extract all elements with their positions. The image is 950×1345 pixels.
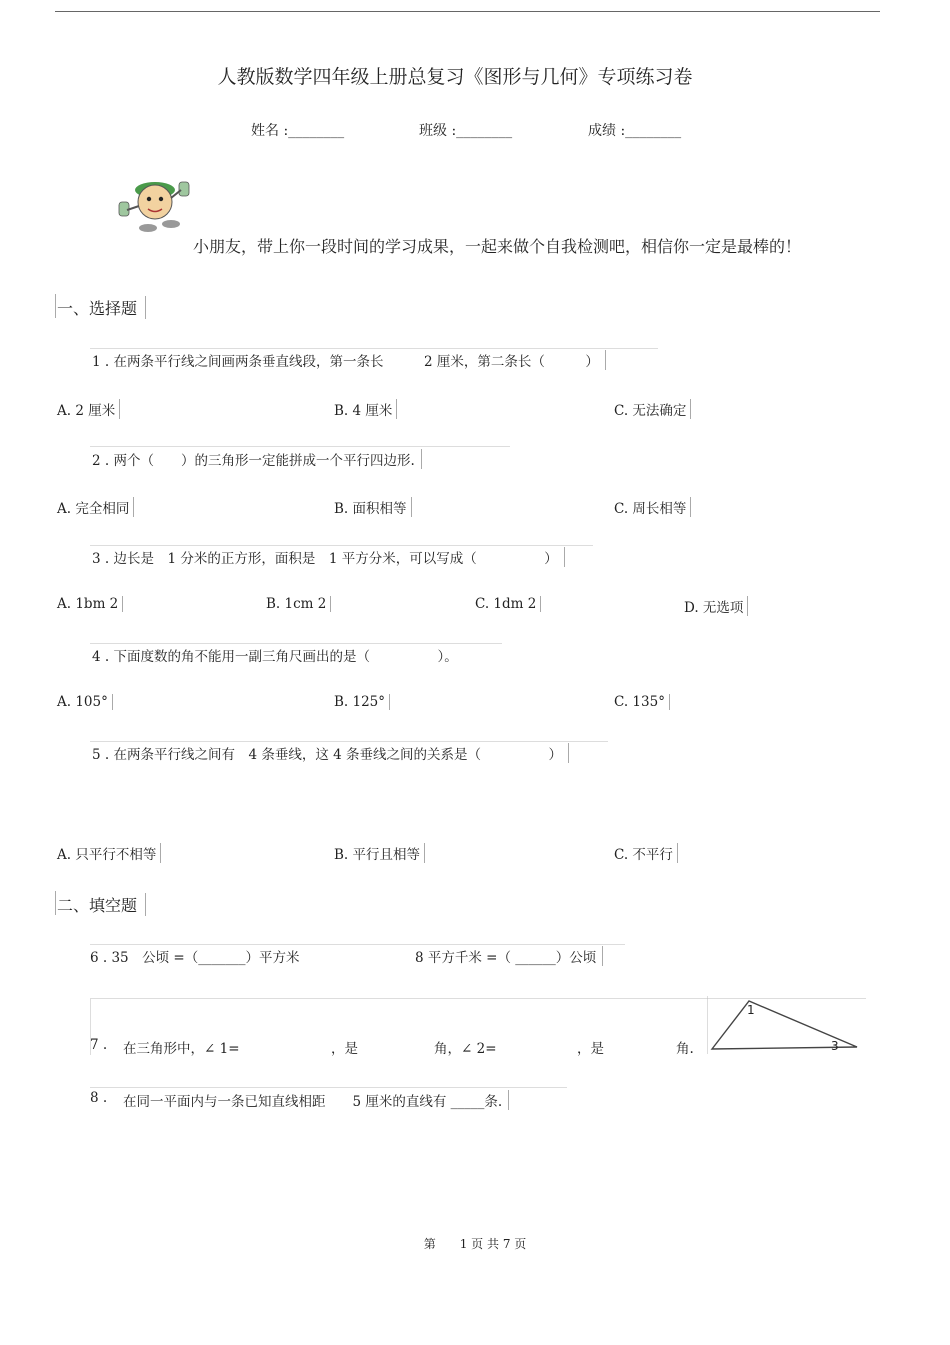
- question-6-part2: 8 平方千米 =（ ______）公顷: [415, 946, 603, 966]
- question-frame: [90, 545, 593, 546]
- q4-option-b[interactable]: B. 125°: [334, 694, 390, 710]
- q3-option-c[interactable]: C. 1dm 2: [475, 596, 541, 612]
- q2-option-b[interactable]: B. 面积相等: [334, 497, 412, 517]
- question-6-part1: 6 . 35 公顷 =（_______）平方米: [90, 950, 300, 966]
- question-frame: [90, 446, 510, 447]
- question-7-number: 7 .: [90, 1037, 108, 1053]
- name-field: 姓名 :________: [251, 123, 345, 139]
- q2-option-a[interactable]: A. 完全相同: [57, 497, 134, 517]
- class-field: 班级 :________: [419, 123, 513, 139]
- question-frame: [90, 348, 658, 349]
- question-5: 5 . 在两条平行线之间有 4 条垂线，这 4 条垂线之间的关系是（ ）: [92, 743, 569, 763]
- question-3: 3 . 边长是 1 分米的正方形，面积是 1 平方分米，可以写成（ ）: [92, 547, 565, 567]
- question-4: 4 . 下面度数的角不能用一副三角尺画出的是（ ）。: [92, 649, 458, 665]
- triangle-figure: [707, 996, 865, 1054]
- score-field: 成绩 :________: [588, 123, 682, 139]
- q4-option-a[interactable]: A. 105°: [57, 694, 113, 710]
- q1-option-a[interactable]: A. 2 厘米: [57, 399, 120, 419]
- mascot-icon: [115, 168, 195, 236]
- question-frame: [90, 944, 625, 945]
- question-frame: [90, 741, 608, 742]
- section-title-fill: 二、填空题: [57, 893, 146, 916]
- q2-option-c[interactable]: C. 周长相等: [614, 497, 691, 517]
- question-7-text-2: ，是: [331, 1041, 358, 1057]
- q5-option-b[interactable]: B. 平行且相等: [334, 843, 425, 863]
- q1-option-b[interactable]: B. 4 厘米: [334, 399, 397, 419]
- question-7-text-4: ，是: [577, 1041, 604, 1057]
- angle-label-1: 1: [747, 1003, 755, 1017]
- greeting-text: 小朋友，带上你一段时间的学习成果，一起来做个自我检测吧，相信你一定是最棒的！: [193, 237, 802, 256]
- q3-option-b[interactable]: B. 1cm 2: [266, 596, 331, 612]
- q5-option-c[interactable]: C. 不平行: [614, 843, 678, 863]
- q4-option-c[interactable]: C. 135°: [614, 694, 670, 710]
- question-7-text-5: 角.: [676, 1041, 694, 1057]
- q3-option-d[interactable]: D. 无选项: [684, 596, 748, 616]
- q3-option-a[interactable]: A. 1bm 2: [57, 596, 123, 612]
- header-rule: [55, 11, 880, 12]
- question-7-text-3: 角，∠ 2=: [434, 1041, 497, 1057]
- question-8: 在同一平面内与一条已知直线相距 5 厘米的直线有 _____条.: [123, 1090, 509, 1110]
- q5-option-a[interactable]: A. 只平行不相等: [57, 843, 161, 863]
- question-frame: [90, 643, 502, 644]
- question-frame: [90, 1087, 567, 1088]
- question-1: 1 . 在两条平行线之间画两条垂直线段，第一条长 2 厘米，第二条长（ ）: [92, 350, 606, 370]
- q1-option-c[interactable]: C. 无法确定: [614, 399, 691, 419]
- page-title: 人教版数学四年级上册总复习《图形与几何》专项练习卷: [217, 66, 693, 88]
- section-title-choice: 一、选择题: [57, 296, 146, 319]
- page-number: 第 1 页 共 7 页: [423, 1237, 527, 1251]
- angle-label-2: 3: [831, 1039, 839, 1053]
- question-2: 2 . 两个（ ）的三角形一定能拼成一个平行四边形.: [92, 449, 422, 469]
- section-rule: [55, 891, 56, 915]
- question-8-number: 8 .: [90, 1090, 108, 1106]
- section-rule: [55, 294, 56, 318]
- question-7-text-1: 在三角形中，∠ 1=: [123, 1041, 240, 1057]
